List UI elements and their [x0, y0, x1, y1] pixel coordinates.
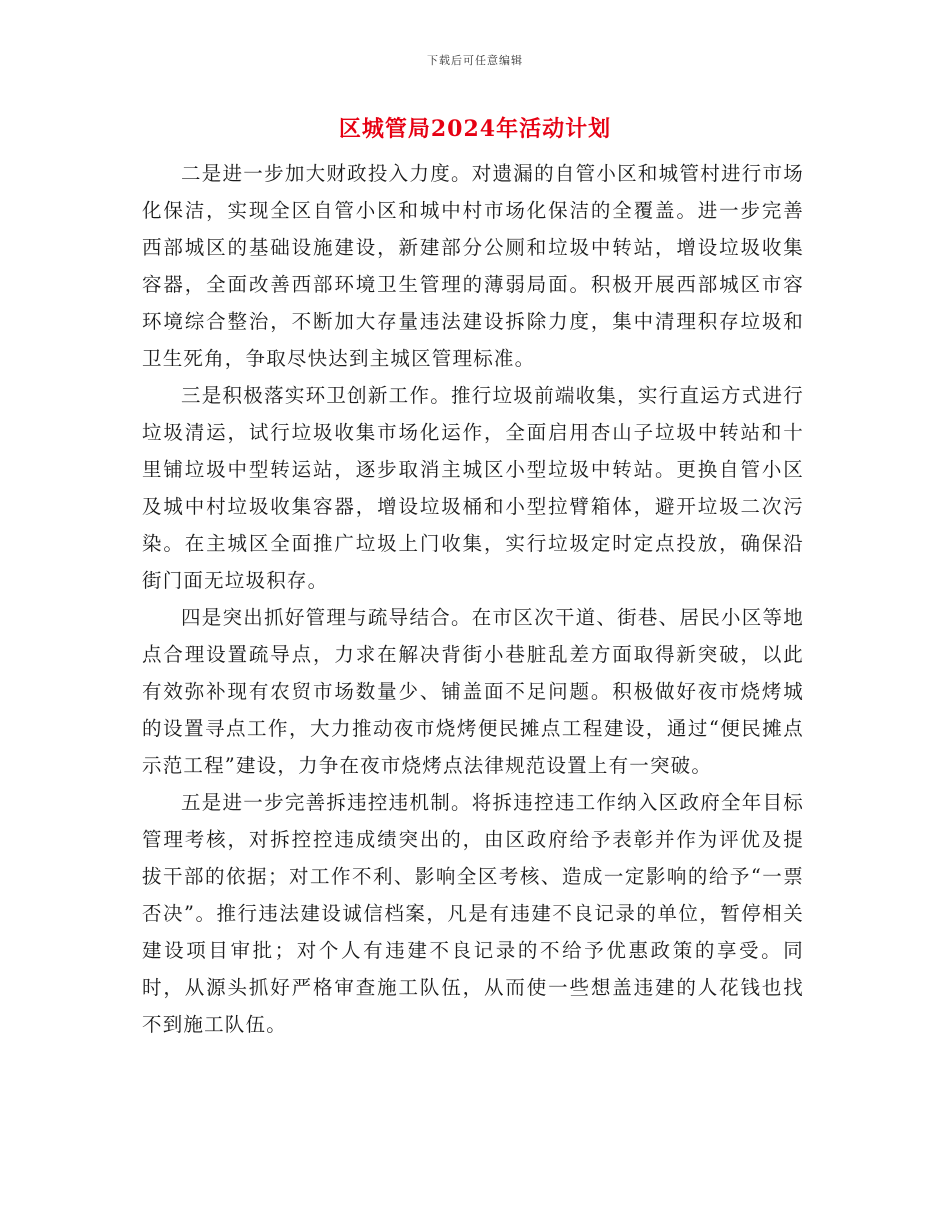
header-note: 下载后可任意编辑: [427, 54, 523, 67]
paragraph-2: 二是进一步加大财政投入力度。对遗漏的自管小区和城管村进行市场化保洁，实现全区自管小区和城中村市场化保洁的全覆盖。进一步完善西部城区的基础设施建设，新建部分公厕和垃圾中转站，增设垃圾收集容器，全面改善西部环境卫生管理的薄弱局面。积极开展西部城区市容环境综合整治，不断加大存量违法建设拆除力度，集中清理积存垃圾和卫生死角，争取尽快达到主城区管理标准。: [142, 162, 804, 370]
paragraph-4: 四是突出抓好管理与疏导结合。在市区次干道、街巷、居民小区等地点合理设置疏导点，力求在解决背街小巷脏乱差方面取得新突破，以此有效弥补现有农贸市场数量少、铺盖面不足问题。积极做好夜市烧烤城的设置寻点工作，大力推动夜市烧烤便民摊点工程建设，通过“便民摊点示范工程”建设，力争在夜市烧烤点法律规范设置上有一突破。: [142, 606, 804, 777]
paragraph-5: 五是进一步完善拆违控违机制。将拆违控违工作纳入区政府全年目标管理考核，对拆控控违成绩突出的，由区政府给予表彰并作为评优及提拔干部的依据；对工作不利、影响全区考核、造成一定影响的给予“一票否决”。推行违法建设诚信档案，凡是有违建不良记录的单位，暂停相关建设项目审批；对个人有违建不良记录的不给予优惠政策的享受。同时，从源头抓好严格审查施工队伍，从而使一些想盖违建的人花钱也找不到施工队伍。: [142, 791, 804, 1036]
paragraph-3: 三是积极落实环卫创新工作。推行垃圾前端收集，实行直运方式进行垃圾清运，试行垃圾收集市场化运作，全面启用杏山子垃圾中转站和十里铺垃圾中型转运站，逐步取消主城区小型垃圾中转站。更换自管小区及城中村垃圾收集容器，增设垃圾桶和小型拉臂箱体，避开垃圾二次污染。在主城区全面推广垃圾上门收集，实行垃圾定时定点投放，确保沿街门面无垃圾积存。: [142, 384, 804, 592]
document-title: 区城管局2024年活动计划: [338, 116, 612, 142]
document-body: [142, 155, 804, 1043]
